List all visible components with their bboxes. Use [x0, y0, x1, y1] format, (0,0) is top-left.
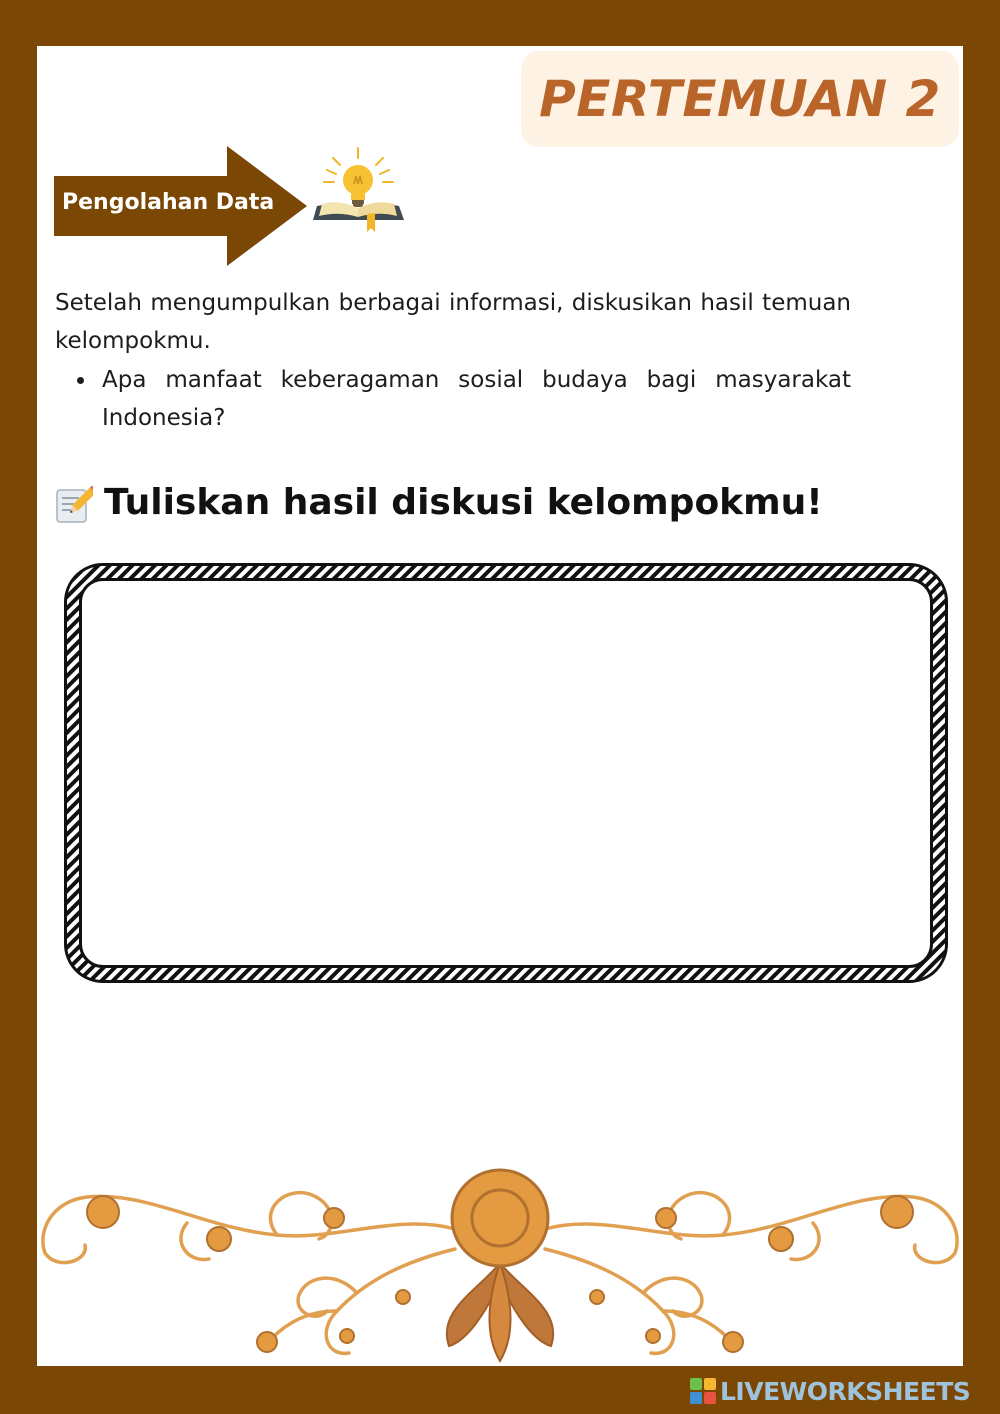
book-lightbulb-icon [309, 144, 409, 242]
meeting-badge [521, 51, 959, 147]
section-label: Pengolahan Data [62, 190, 275, 215]
watermark-text: LIVEWORKSHEETS [720, 1376, 971, 1406]
answer-textbox[interactable] [99, 598, 913, 948]
bullet-dot [77, 377, 84, 384]
task-heading: Tuliskan hasil diskusi kelompokmu! [104, 482, 823, 523]
question-item [55, 361, 851, 437]
memo-icon [55, 486, 93, 524]
question-list [55, 361, 851, 437]
question-text: Apa manfaat keberagaman sosial budaya bagi masyarakat Indonesia? [102, 367, 851, 431]
worksheet-page [37, 46, 963, 1366]
liveworksheets-logo-icon [690, 1378, 716, 1404]
meeting-title: PERTEMUAN 2 [539, 70, 941, 128]
watermark [690, 1376, 970, 1406]
intro-paragraph: Setelah mengumpulkan berbagai informasi, diskusikan hasil temuan kelompokmu. [55, 290, 851, 354]
ornament-decoration [37, 1161, 963, 1366]
